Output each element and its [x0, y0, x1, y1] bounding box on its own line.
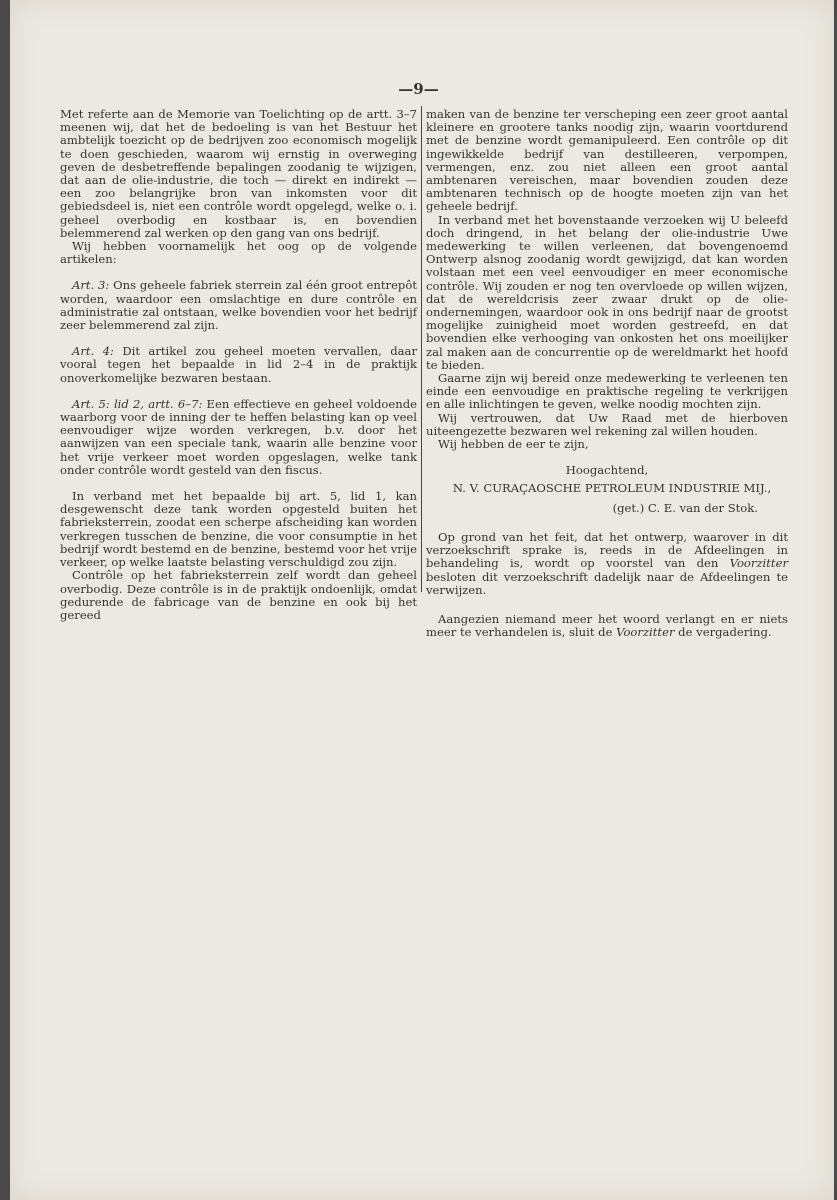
article-paragraph	[60, 279, 417, 332]
page-number: —9—	[398, 80, 439, 98]
article-text: Dit artikel zou geheel moeten vervallen, daar vooral tegen het bepaalde in lid 2–4 in de praktijk onoverkomelijke bezwaren bestaan.	[60, 344, 417, 385]
paragraph: Op grond van het feit, dat het ontwerp, waarover in dit verzoekschrift sprake is, reeds in de Afdeelingen in behandeling is, wordt op voorstel van den Voorzitter besloten dit verzoekschrift dadelijk naar de Afdeelingen te verwijzen.	[426, 529, 788, 597]
paragraph: Gaarne zijn wij bereid onze medewerking te verleenen ten einde een eenvoudige en praktische regeling te verkrijgen en alle inlichtingen te geven, welke noodig mochten zijn.	[426, 371, 788, 412]
right-column	[426, 108, 788, 639]
company-name: N. V. CURAÇAOSCHE PETROLEUM INDUSTRIE MIJ.,	[452, 481, 772, 496]
paragraph: Wij vertrouwen, dat Uw Raad met de hierboven uiteengezette bezwaren wel rekening zal willen houden.	[426, 410, 788, 438]
role-name: Voorzitter	[616, 625, 675, 640]
closing: Hoogachtend,	[565, 463, 649, 478]
left-column	[60, 108, 417, 622]
article-text: Ons geheele fabriek sterrein zal één groot entrepôt worden, waardoor een omslachtige en dure contrôle en administratie zal ontstaan, welke bovendien voor het bedrijf zeer belemmerend zal zijn.	[60, 278, 417, 333]
signatory: (get.) C. E. van der Stok.	[612, 500, 758, 515]
paragraph: Wij hebben de eer te zijn,	[438, 437, 589, 452]
article-label: Art. 3:	[72, 278, 110, 293]
paragraph: Contrôle op het fabrieksterrein zelf wordt dan geheel overbodig. Deze contrôle is in de praktijk ondoenlijk, omdat gedurende de fabricage van de benzine en ook bij het gereed	[60, 568, 417, 622]
article-label: Art. 4:	[72, 344, 114, 359]
paragraph: maken van de benzine ter verscheping een zeer groot aantal kleinere en grootere tanks noodig zijn, waarin voortdurend met de benzine wordt gemanipuleerd. Een contrôle op dit ingewikkelde bedrijf van destilleeren, verpompen, vermengen, enz. zou niet alleen een groot aantal ambtenaren vereischen, maar bovendien zouden deze ambtenaren technisch op de hoogte moeten zijn van het geheele bedrijf.	[426, 107, 788, 214]
article-text: Een effectieve en geheel voldoende waarborg voor de inning der te heffen belasting kan op veel eenvoudiger wijze worden verkregen, b.v. door het aanwijzen van een speciale tank, waarin alle benzine voor het vrije verkeer moet worden opgeslagen, welke tank onder contrôle wordt gesteld van den fiscus.	[60, 396, 417, 477]
article-paragraph	[60, 398, 417, 477]
article-label: Art. 5: lid 2, artt. 6–7:	[72, 396, 203, 411]
paragraph: Aangezien niemand meer het woord verlangt en er niets meer te verhandelen is, sluit de Voorzitter de vergadering.	[426, 611, 788, 640]
role-name: Voorzitter	[729, 556, 788, 571]
article-paragraph	[60, 345, 417, 385]
paragraph: In verband met het bepaalde bij art. 5, lid 1, kan desgewenscht deze tank worden opgesteld buiten het fabrieksterrein, zoodat een scherpe afscheiding kan worden verkregen tusschen de benzine, die voor consumptie in het bedrijf wordt bestemd en de benzine, bestemd voor het vrije verkeer, op welke laatste belasting verschuldigd zou zijn.	[60, 489, 417, 570]
paragraph: Wij hebben voornamelijk het oog op de volgende artikelen:	[60, 239, 417, 267]
paragraph: Met referte aan de Memorie van Toelichting op de artt. 3–7 meenen wij, dat het de bedoeling is van het Bestuur het ambtelijk toezicht op de bedrijven zoo economisch mogelijk te doen geschieden, waarom wij ernstig in overweging geven de desbetreffende bepalingen zoodanig te wijzigen, dat aan de olie-industrie, die toch — direkt en indirekt — een zoo belangrijke bron van inkomsten voor dit gebiedsdeel is, niet een contrôle wordt opgelegd, welke o. i. geheel overbodig en kostbaar is, en bovendien belemmerend zal werken op den gang van ons bedrijf.	[60, 107, 417, 240]
paragraph: In verband met het bovenstaande verzoeken wij U beleefd doch dringend, in het belang der olie-industrie Uwe medewerking te willen verleenen, dat bovengenoemd Ontwerp alsnog zoodanig wordt gewijzigd, dat kan worden volstaan met een veel eenvoudiger en meer economische contrôle. Wij zouden er nog ten overvloede op willen wijzen, dat de wereldcrisis zeer zwaar drukt op de olie-ondernemingen, waardoor ook in ons bedrijf naar de grootst mogelijke zuinigheid moet worden gestreefd, en dat bovendien elke verhooging van onkosten het ons moeilijker zal maken aan de concurrentie op de wereldmarkt het hoofd te bieden.	[426, 212, 788, 372]
column-divider	[421, 106, 422, 592]
